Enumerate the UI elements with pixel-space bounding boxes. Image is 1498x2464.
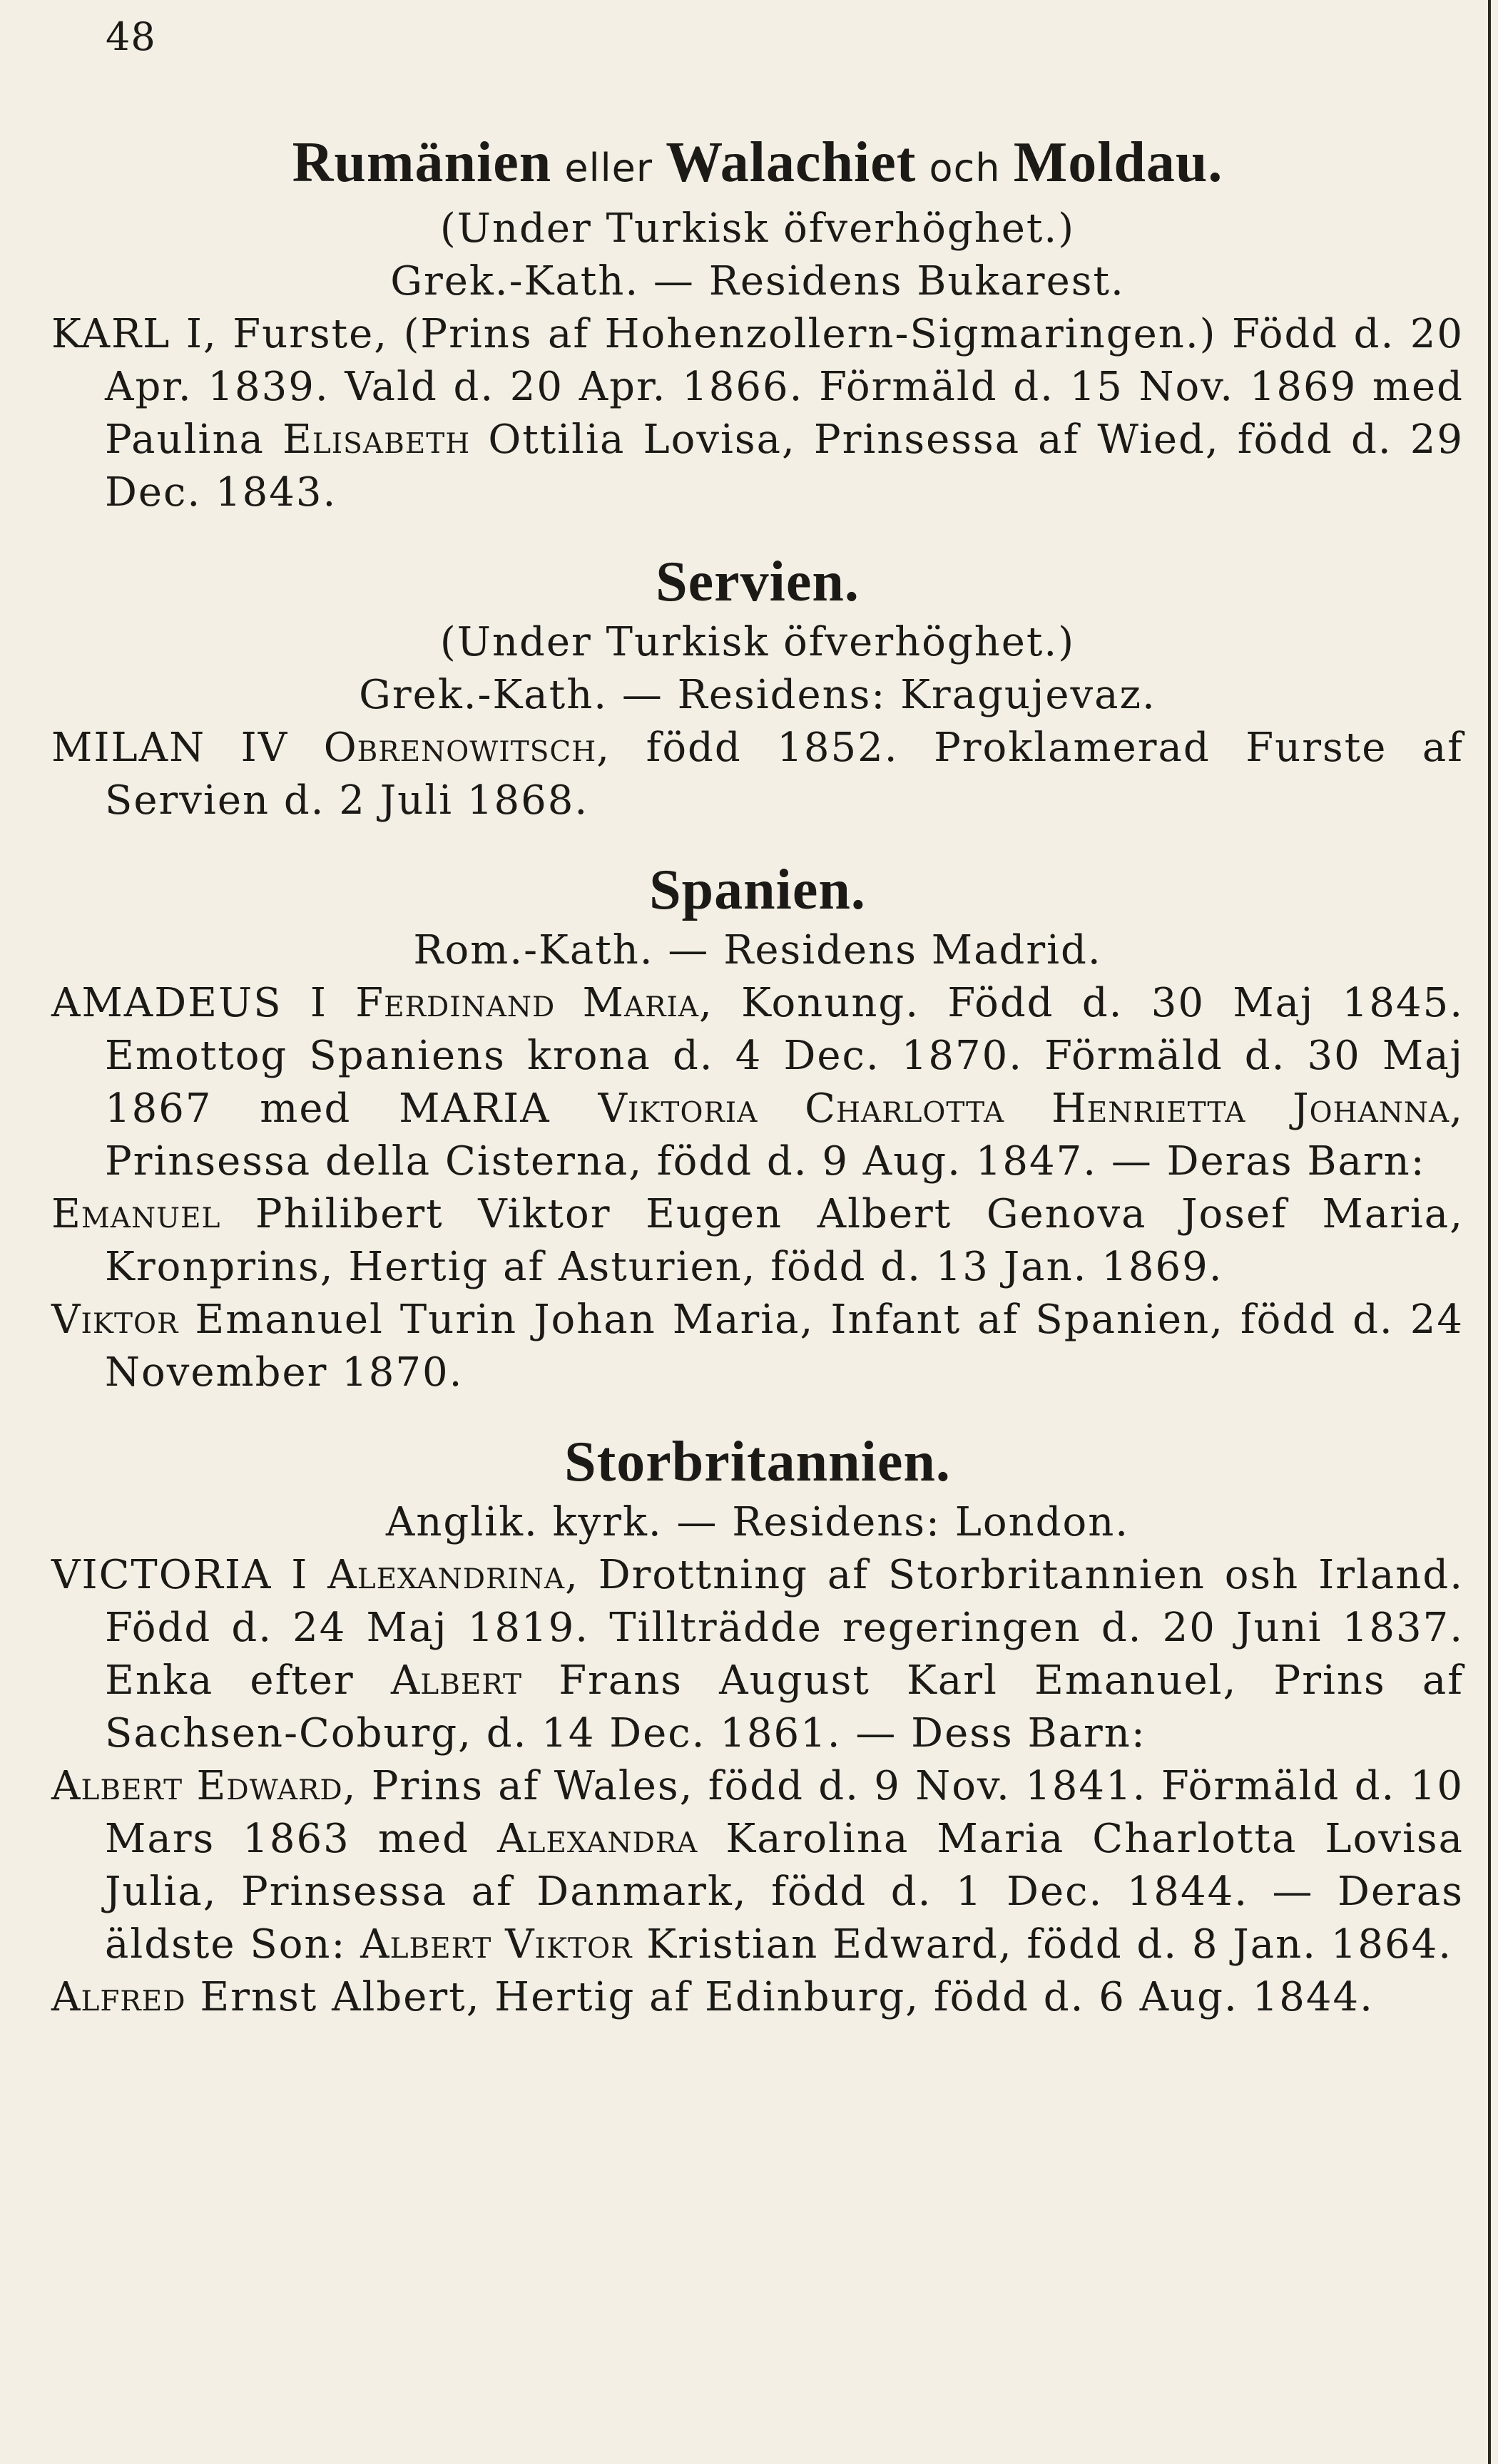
child-entry: Viktor Emanuel Turin Johan Maria, Infant af Spanien, född d. 24 November 1870. (51, 1297, 1464, 1396)
religion-residence: Grek.-Kath. — Residens: Kragujevaz. (359, 672, 1156, 718)
child-entry: Alfred Ernst Albert, Hertig af Edinburg, född d. 6 Aug. 1844. (51, 1974, 1374, 2020)
ruler-entry: MILAN IV Obrenowitsch, född 1852. Proklamerad Furste af Servien d. 2 Juli 1868. (51, 725, 1464, 824)
section-title: Servien. (656, 551, 860, 613)
ruler-entry: KARL I, Furste, (Prins af Hohenzollern-Sigmaringen.) Född d. 20 Apr. 1839. Vald d. 20 Apr. 1866. Förmäld d. 15 Nov. 1869 med Paulina Elisabeth Ottilia Lovisa, Prinsessa af Wied, född d. 29 Dec. 1843. (51, 311, 1464, 516)
section-servien (51, 548, 1464, 827)
section-spanien (51, 856, 1464, 1399)
ruler-entry: AMADEUS I Ferdinand Maria, Konung. Född d. 30 Maj 1845. Emottog Spaniens krona d. 4 Dec. 1870. Förmäld d. 30 Maj 1867 med MARIA Viktoria Charlotta Henrietta Johanna, Prinsessa della Cisterna, född d. 9 Aug. 1847. — Deras Barn: (51, 980, 1464, 1185)
section-title: Storbritannien. (564, 1431, 951, 1493)
section-title: Spanien. (649, 859, 866, 921)
page-edge-line (1488, 0, 1491, 2464)
sovereignty-note: (Under Turkisk öfverhöghet.) (439, 619, 1076, 665)
page-number: 48 (106, 14, 156, 59)
sovereignty-note: (Under Turkisk öfverhöghet.) (439, 205, 1076, 252)
page-body (51, 128, 1464, 2053)
religion-residence: Rom.-Kath. — Residens Madrid. (413, 927, 1102, 973)
religion-residence: Anglik. kyrk. — Residens: London. (385, 1499, 1130, 1545)
ruler-entry: VICTORIA I Alexandrina, Drottning af Storbritannien osh Irland. Född d. 24 Maj 1819. Tillträdde regeringen d. 20 Juni 1837. Enka efter Albert Frans August Karl Emanuel, Prins af Sachsen-Coburg, d. 14 Dec. 1861. — Dess Barn: (51, 1552, 1464, 1757)
religion-residence: Grek.-Kath. — Residens Bukarest. (390, 258, 1125, 305)
child-entry: Albert Edward, Prins af Wales, född d. 9 Nov. 1841. Förmäld d. 10 Mars 1863 med Alexandra Karolina Maria Charlotta Lovisa Julia, Prinsessa af Danmark, född d. 1 Dec. 1844. — Deras äldste Son: Albert Viktor Kristian Edward, född d. 8 Jan. 1864. (51, 1763, 1464, 1968)
section-rumanien (51, 128, 1464, 519)
section-title: Rumänien eller Walachiet och Moldau. (292, 131, 1223, 194)
child-entry: Emanuel Philibert Viktor Eugen Albert Genova Josef Maria, Kronprins, Hertig af Asturien, född d. 13 Jan. 1869. (51, 1191, 1464, 1290)
section-storbritannien (51, 1428, 1464, 2024)
